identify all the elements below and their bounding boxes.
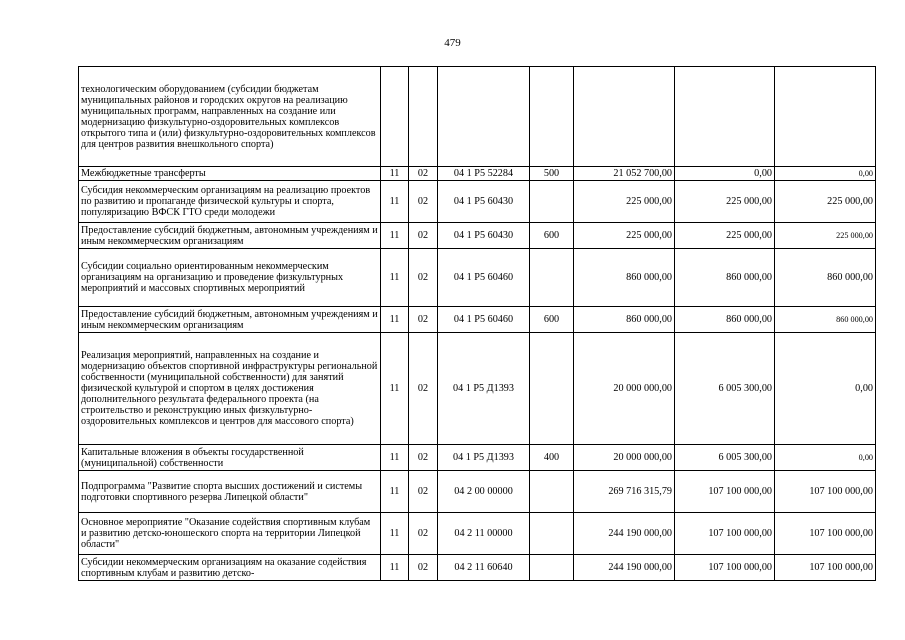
amount-year-1: 20 000 000,00 [574,333,675,445]
table-row [79,181,876,223]
target-article-code: 04 1 P5 60430 [438,181,530,223]
section-code: 11 [381,181,409,223]
amount-year-2: 860 000,00 [675,307,775,333]
table-row [79,333,876,445]
amount-year-3: 225 000,00 [775,181,876,223]
page-number: 479 [444,37,461,49]
amount-year-1: 860 000,00 [574,307,675,333]
expense-type-code [530,249,574,307]
amount-year-2: 6 005 300,00 [675,333,775,445]
amount-year-1: 244 190 000,00 [574,513,675,555]
target-article-code [438,67,530,167]
table-row [79,249,876,307]
amount-year-2: 860 000,00 [675,249,775,307]
amount-year-1 [574,67,675,167]
row-name: Субсидия некоммерческим организациям на реализацию проектов по развитию и пропаганде физической культуры и спорта, популяризацию ВФСК ГТО среди молодежи [79,181,381,223]
amount-year-1: 20 000 000,00 [574,445,675,471]
subsection-code: 02 [409,445,438,471]
row-name: Капитальные вложения в объекты государственной (муниципальной) собственности [79,445,381,471]
target-article-code: 04 1 P5 Д1393 [438,445,530,471]
table-row [79,223,876,249]
expense-type-code: 600 [530,307,574,333]
table-row [79,513,876,555]
section-code: 11 [381,513,409,555]
expense-type-code [530,333,574,445]
amount-year-2: 225 000,00 [675,223,775,249]
target-article-code: 04 2 00 00000 [438,471,530,513]
subsection-code: 02 [409,471,438,513]
table-row [79,67,876,167]
target-article-code: 04 2 11 60640 [438,555,530,581]
amount-year-1: 21 052 700,00 [574,167,675,181]
subsection-code: 02 [409,249,438,307]
section-code: 11 [381,249,409,307]
row-name: Основное мероприятие "Оказание содействия спортивным клубам и развитию детско-юношеского спорта на территории Липецкой области" [79,513,381,555]
table-row [79,307,876,333]
row-name: Субсидии социально ориентированным некоммерческим организациям на организацию и проведение физкультурных мероприятий и массовых спортивных мероприятий [79,249,381,307]
amount-year-3: 225 000,00 [775,223,876,249]
amount-year-3: 0,00 [775,445,876,471]
amount-year-2: 107 100 000,00 [675,555,775,581]
budget-table [78,66,876,581]
target-article-code: 04 1 P5 Д1393 [438,333,530,445]
amount-year-3 [775,67,876,167]
subsection-code: 02 [409,181,438,223]
subsection-code: 02 [409,555,438,581]
amount-year-2: 107 100 000,00 [675,471,775,513]
subsection-code: 02 [409,333,438,445]
target-article-code: 04 2 11 00000 [438,513,530,555]
amount-year-3: 860 000,00 [775,249,876,307]
expense-type-code: 400 [530,445,574,471]
amount-year-1: 269 716 315,79 [574,471,675,513]
row-name: Реализация мероприятий, направленных на создание и модернизацию объектов спортивной инфраструктуры региональной собственности (муниципальной собственности) для занятий физической культурой и спортом в целях достижения дополнительного результата федерального проекта (на строительство и реконструкцию иных физкультурно-оздоровительных комплексов и центров для массового спорта) [79,333,381,445]
expense-type-code: 600 [530,223,574,249]
row-name: Предоставление субсидий бюджетным, автономным учреждениям и иным некоммерческим организациям [79,307,381,333]
row-name: Предоставление субсидий бюджетным, автономным учреждениям и иным некоммерческим организациям [79,223,381,249]
amount-year-1: 225 000,00 [574,223,675,249]
table-row [79,471,876,513]
section-code: 11 [381,445,409,471]
target-article-code: 04 1 P5 60460 [438,307,530,333]
section-code: 11 [381,471,409,513]
section-code [381,67,409,167]
amount-year-3: 860 000,00 [775,307,876,333]
amount-year-3: 107 100 000,00 [775,513,876,555]
subsection-code [409,67,438,167]
amount-year-3: 107 100 000,00 [775,471,876,513]
target-article-code: 04 1 P5 52284 [438,167,530,181]
section-code: 11 [381,167,409,181]
amount-year-2: 6 005 300,00 [675,445,775,471]
amount-year-2: 107 100 000,00 [675,513,775,555]
section-code: 11 [381,307,409,333]
row-name: Межбюджетные трансферты [79,167,381,181]
target-article-code: 04 1 P5 60460 [438,249,530,307]
subsection-code: 02 [409,513,438,555]
expense-type-code [530,471,574,513]
subsection-code: 02 [409,223,438,249]
section-code: 11 [381,555,409,581]
amount-year-2: 225 000,00 [675,181,775,223]
table-row [79,445,876,471]
amount-year-2: 0,00 [675,167,775,181]
subsection-code: 02 [409,167,438,181]
expense-type-code [530,181,574,223]
section-code: 11 [381,223,409,249]
expense-type-code [530,555,574,581]
row-name: технологическим оборудованием (субсидии бюджетам муниципальных районов и городских округов на реализацию муниципальных программ, направленных на создание или модернизацию физкультурно-оздоровительных комплексов открытого типа и (или) физкультурно-оздоровительных комплексов для центров развития внешкольного спорта) [79,67,381,167]
amount-year-3: 0,00 [775,333,876,445]
amount-year-3: 0,00 [775,167,876,181]
table-row [79,555,876,581]
target-article-code: 04 1 P5 60430 [438,223,530,249]
amount-year-1: 225 000,00 [574,181,675,223]
amount-year-1: 860 000,00 [574,249,675,307]
expense-type-code: 500 [530,167,574,181]
amount-year-1: 244 190 000,00 [574,555,675,581]
expense-type-code [530,513,574,555]
row-name: Субсидии некоммерческим организациям на оказание содействия спортивным клубам и развитию детско- [79,555,381,581]
table-row [79,167,876,181]
section-code: 11 [381,333,409,445]
amount-year-3: 107 100 000,00 [775,555,876,581]
subsection-code: 02 [409,307,438,333]
row-name: Подпрограмма "Развитие спорта высших достижений и системы подготовки спортивного резерва Липецкой области" [79,471,381,513]
expense-type-code [530,67,574,167]
amount-year-2 [675,67,775,167]
